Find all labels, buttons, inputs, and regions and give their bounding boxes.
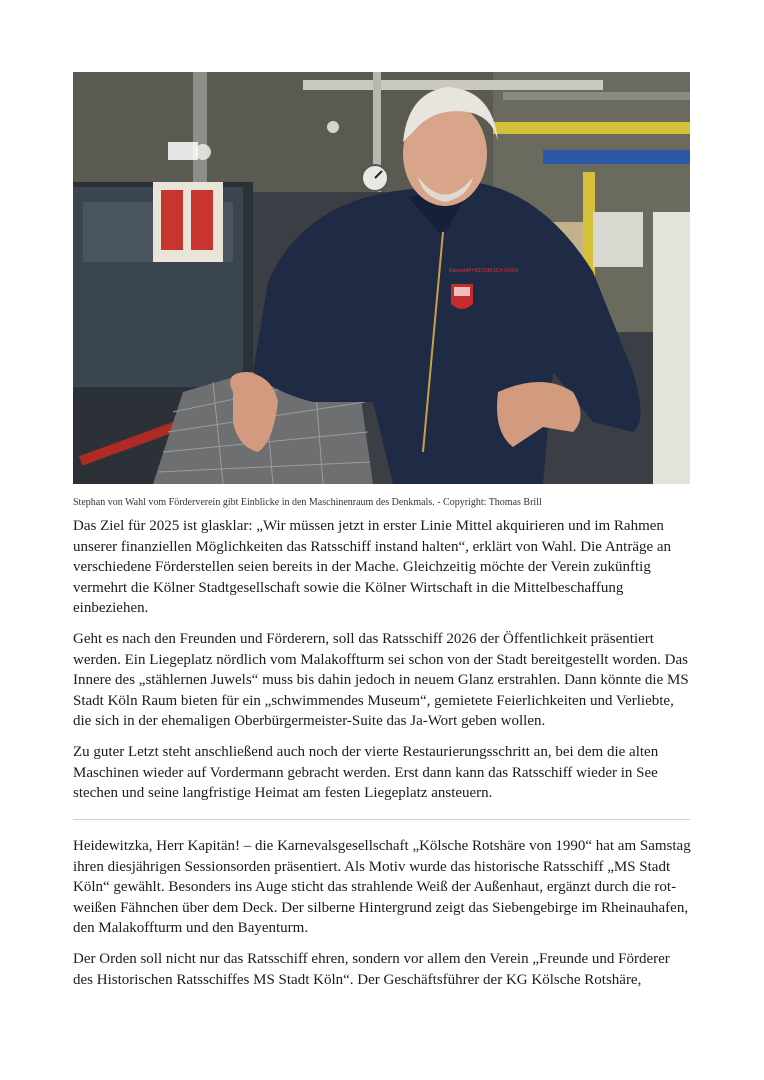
article-body (73, 516, 693, 814)
photo-caption: Stephan von Wahl vom Förderverein gibt Einblicke in den Maschinenraum des Denkmals. - Copyright: Thomas Brill (73, 497, 542, 508)
section-divider (73, 819, 690, 820)
paragraph: Heidewitzka, Herr Kapitän! – die Karnevalsgesellschaft „Kölsche Rotshäre von 1990“ hat am Samstag ihren diesjährigen Sessionsorden präsentiert. Als Motiv wurde das historische Ratsschiff „MS Stadt Köln“ gewählt. Besonders ins Auge sticht das strahlende Weiß der Außenhaut, ergänzt durch die rot-weißen Fähnchen über dem Deck. Der silberne Hintergrund zeigt das Siebengebirge im Rheinauhafen, den Malakoffturm und den Bayenturm. (73, 838, 691, 937)
article-photo (73, 72, 690, 484)
paragraph: Das Ziel für 2025 ist glasklar: „Wir müssen jetzt in erster Linie Mittel akquirieren und im Rahmen unserer finanziellen Möglichkeiten das Ratsschiff instand halten“, erklärt von Wahl. Die Anträge an verschiedene Förderstellen seien bereits in der Mache. Gleichzeitig möchte der Verein zukünftig vermehrt die Kölner Stadtgesellschaft sowie die Kölner Wirtschaft in die Mittelbeschaffung einbeziehen. (73, 518, 672, 617)
paragraph: Zu guter Letzt steht anschließend auch noch der vierte Restaurierungsschritt an, bei dem die alten Maschinen wieder auf Vordermann gebracht werden. Erst dann kann das Ratsschiff wieder in See stechen und seine langfristige Heimat am festen Liegeplatz ansteuern. (73, 743, 659, 802)
paragraph: Geht es nach den Freunden und Förderern, soll das Ratsschiff 2026 der Öffentlichkeit präsentiert werden. Ein Liegeplatz nördlich vom Malakoffturm sei schon von der Stadt bereitgestellt worden. Das Innere des „stählernen Juwels“ muss bis dahin jedoch in neuem Glanz erstrahlen. Dann könnte die MS Stadt Köln Raum bieten für ein „schwimmendes Museum“, gemietete Feierlichkeiten und Verliebte, die sich in der ehemaligen Oberbürgermeister-Suite das Ja-Wort geben wollen. (73, 630, 689, 730)
paragraph: Der Orden soll nicht nur das Ratsschiff ehren, sondern vor allem den Verein „Freunde und Förderer des Historischen Ratsschiffes MS Stadt Köln“. Der Geschäftsführer der KG Kölsche Rotshäre, (73, 950, 670, 988)
jacket-lettering: Ratsschiff HISTORISCH KÖLN (449, 268, 518, 274)
engine-room-photo (73, 72, 690, 484)
article-body-second (73, 836, 693, 1000)
